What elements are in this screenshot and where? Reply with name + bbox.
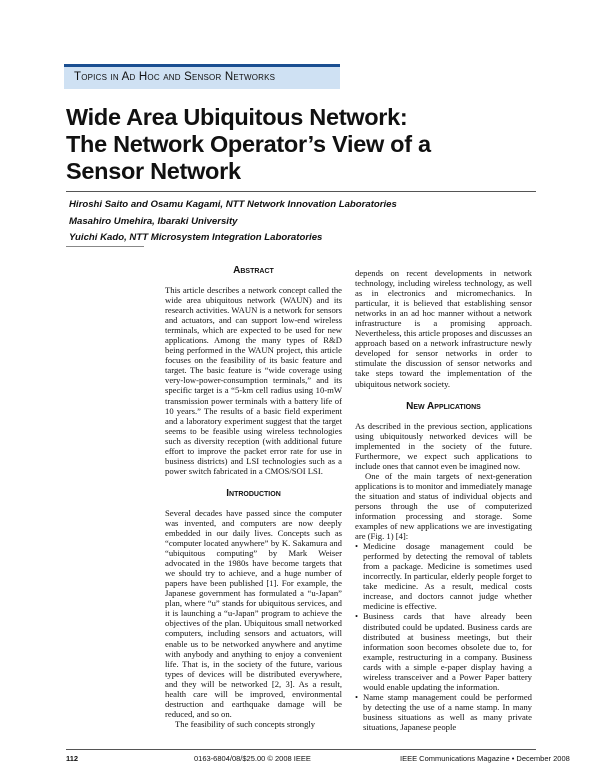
list-item: • Business cards that have already been distributed could be updated. Business cards are distributed at business meetings, but their information soon becomes obsolete due to, for example, restructuring in a company. Business cards with a simple e-paper display having a wireless transceiver and a Power Paper battery would enable updating the information.	[355, 611, 532, 692]
bullet-icon: •	[355, 691, 359, 702]
new-applications-heading: New Applications	[406, 400, 481, 412]
abstract-text: This article describes a network concept called the wide area ubiquitous network (WAUN) and its research activities. WAUN is a network for sensors and actuators, and can support low-end wireless terminals, which are expected to be used for new applications. Among the many types of R&D being performed in the WAUN project, this article focuses on the feasibility of its basic feature and target. The basic feature is “wide coverage using very-low-power-consumption terminals,” and its specific target is a “5-km cell radius using 10-mW transmission power terminals with a battery life of 10 years.” The results of a basic field experiment and a laboratory experiment suggest that the target seems to be feasible using wireless technologies such as diversity reception (with additional future effort to improve the packet error rate for use in business districts) and LSI technologies such as a power switch fabricated in a CMOS/SOI LSI.	[165, 285, 342, 476]
copyright-line: 0163-6804/08/$25.00 © 2008 IEEE	[194, 754, 311, 763]
title-line: Wide Area Ubiquitous Network:	[66, 104, 408, 130]
title-line: The Network Operator’s View of a	[66, 131, 431, 157]
applications-paragraph: One of the main targets of next-generation applications is to monitor and immediately manage the situation and status of individual objects and persons through the use of computerized information processing and storage. Some examples of new applications we are investigating are (Fig. 1) [4]:	[355, 470, 532, 542]
title-divider	[66, 191, 536, 192]
column-right	[355, 268, 532, 732]
journal-info: IEEE Communications Magazine • December 2008	[400, 754, 570, 763]
author-line: Hiroshi Saito and Osamu Kagami, NTT Network Innovation Laboratories	[69, 199, 397, 210]
bullet-icon: •	[355, 611, 359, 622]
continued-paragraph: depends on recent developments in network technology, including wireless technology, as well as in electronics and micromechanics. In particular, it is believed that establishing sensor networks in an ad hoc manner without a network infrastructure is a promising approach. Nevertheless, this article proposes and discusses an approach based on a network infrastructure newly developed for sensor networks in order to stimulate the discussion of sensor networks and take steps toward the implementation of the ubiquitous network society.	[355, 268, 533, 389]
topic-label: Topics in Ad Hoc and Sensor Networks	[74, 71, 276, 83]
intro-paragraph: The feasibility of such concepts strongly	[175, 718, 316, 729]
list-item: • Medicine dosage management could be performed by detecting the removal of tablets from a package. Medicine is sometimes used incorrectly. In particular, elderly people forget to take medicine. As a result, medical costs increase, and doctors cannot judge whether medicine is effective.	[355, 541, 532, 612]
intro-paragraph: Several decades have passed since the computer was invented, and computers are now deeply embedded in our daily lives. Concepts such as “computer located anywhere” by K. Sakamura and “ubiquitous computing” by Mark Weiser advocated in the 1980s have become targets that we should try to achieve, and a huge number of papers have been published [1]. For example, the Japanese government has formulated a “u-Japan” plan, where “u” stands for ubiquitous services, and it is launching a “u-Japan” program to achieve the objectives of the plan. Ubiquitous small networked computers, including sensors and actuators, will enable us to be networked anywhere and anytime with anybody and anything to enjoy a convenient life. That is, in the society of the future, various types of devices will be distributed everywhere, and they will be networked [2, 3]. As a result, health care will be improved, environmental destruction and earthquake damage will be reduced, and so on.	[165, 507, 342, 719]
bullet-icon: •	[355, 541, 359, 552]
page-number: 112	[66, 754, 79, 763]
margin-rule	[66, 246, 144, 247]
topic-banner	[64, 64, 340, 89]
author-line: Yuichi Kado, NTT Microsystem Integration Laboratories	[69, 232, 323, 243]
applications-list	[355, 541, 532, 732]
footer-divider	[66, 749, 536, 750]
column-left	[165, 265, 342, 729]
article-title	[66, 104, 546, 185]
title-line: Sensor Network	[66, 158, 241, 184]
author-list	[69, 197, 397, 247]
abstract-heading: Abstract	[233, 265, 274, 276]
author-line: Masahiro Umehira, Ibaraki University	[69, 215, 238, 227]
list-item: • Name stamp management could be performed by detecting the use of a name stamp. In many business situations as well as many private situations, Japanese people	[355, 691, 532, 732]
introduction-heading: Introduction	[226, 487, 281, 499]
applications-paragraph: As described in the previous section, applications using ubiquitously networked devices will be implemented in the society of the future. Furthermore, we expect such applications to include ones that cannot even be imagined now.	[355, 420, 532, 471]
